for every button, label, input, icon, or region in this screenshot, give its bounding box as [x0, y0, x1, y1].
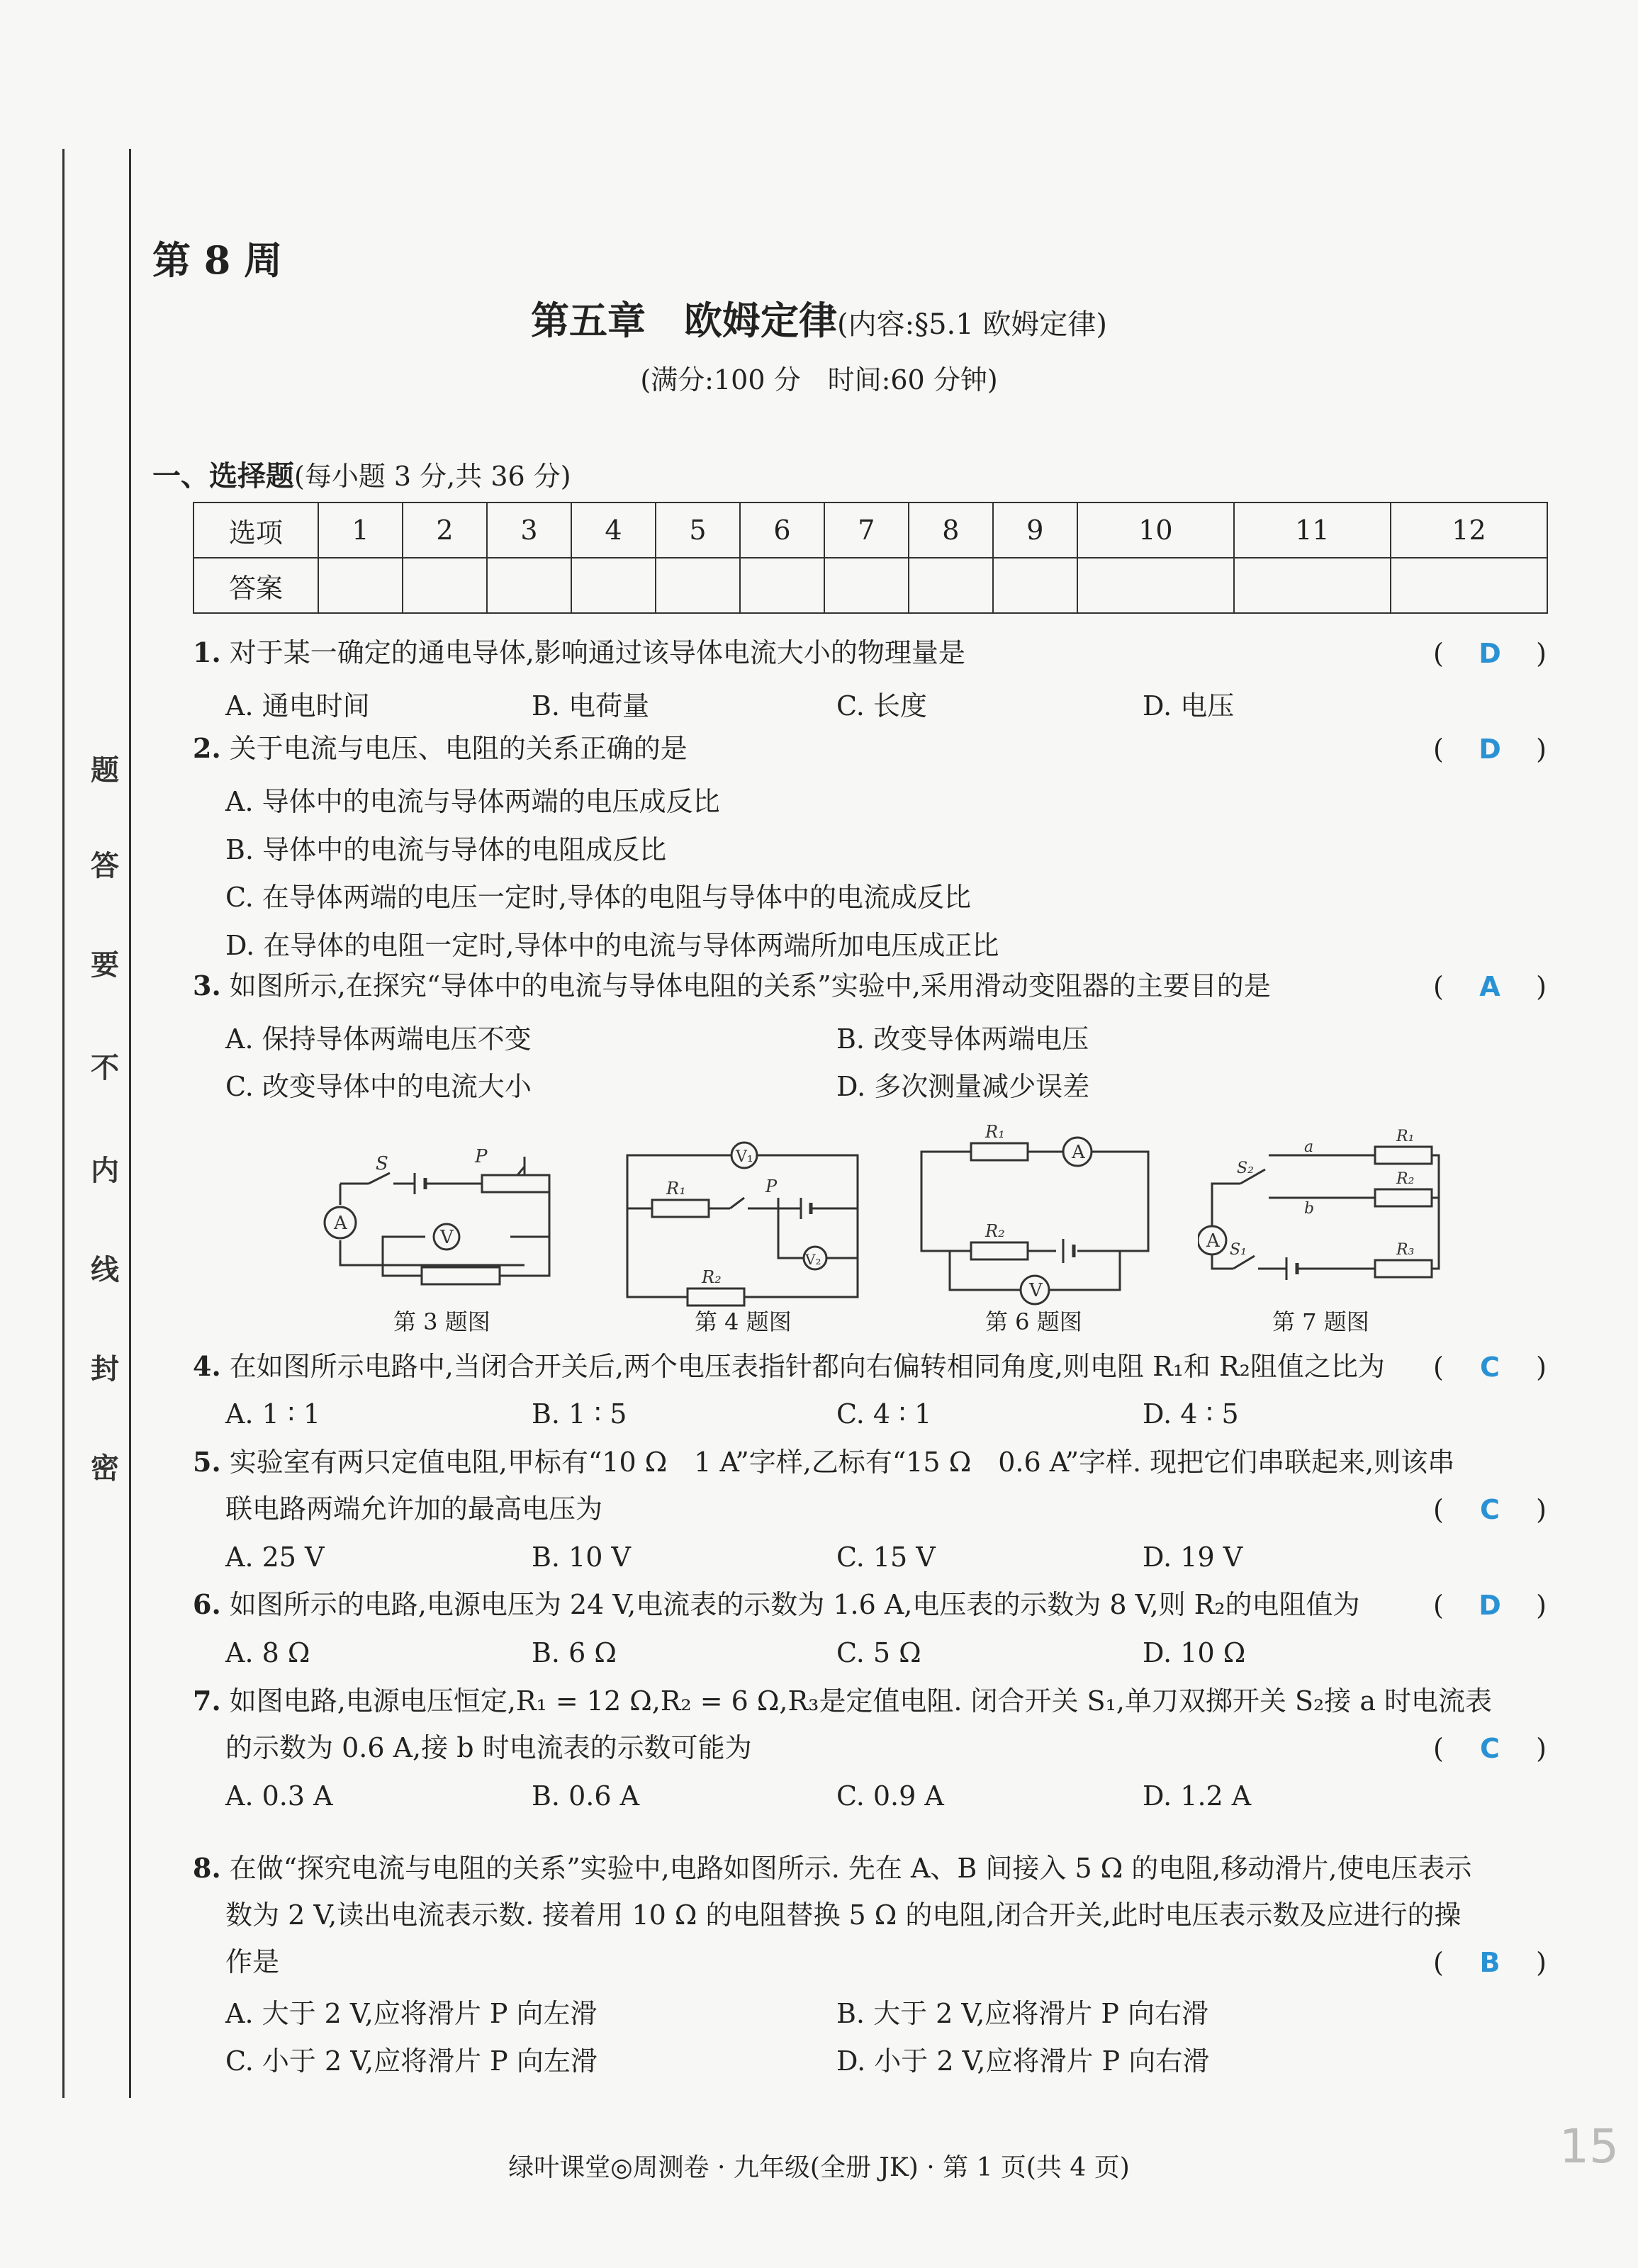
- page-number: 15: [1559, 2119, 1619, 2174]
- seal-char: 答: [91, 850, 119, 882]
- question-number: 4.: [193, 1350, 221, 1382]
- section-title: 一、选择题: [152, 459, 294, 493]
- fig-label: V₂: [805, 1251, 821, 1268]
- table-cell: 7: [824, 503, 909, 558]
- answer-cell[interactable]: [993, 558, 1077, 613]
- fig-label: a: [1304, 1138, 1314, 1156]
- table-cell: 4: [571, 503, 656, 558]
- question-8-cont: 作是: [225, 1946, 280, 1977]
- answer-mark: A: [1479, 971, 1500, 1002]
- question-number: 6.: [193, 1588, 221, 1620]
- question-5-cont: 联电路两端允许加的最高电压为: [225, 1493, 603, 1525]
- answer-cell[interactable]: [824, 558, 909, 613]
- fig-label: S₂: [1237, 1160, 1254, 1177]
- question-text: 对于某一确定的通电导体,影响通过该导体电流大小的物理量是: [229, 637, 965, 668]
- question-text: 在如图所示电路中,当闭合开关后,两个电压表指针都向右偏转相同角度,则电阻 R₁和 R₂阻值之比为: [229, 1351, 1385, 1382]
- fig-label: R₂: [702, 1267, 722, 1287]
- table-cell: 答案: [193, 558, 318, 613]
- question-number: 7.: [193, 1685, 221, 1717]
- answer-table: [193, 502, 1548, 614]
- question-7-cont: 的示数为 0.6 A,接 b 时电流表的示数可能为: [225, 1732, 752, 1763]
- score-info: (满分:100 分 时间:60 分钟): [640, 364, 998, 395]
- question-number: 3.: [193, 970, 221, 1001]
- option: C. 改变导体中的电流大小: [225, 1071, 532, 1102]
- answer-paren: ( C ): [1433, 1494, 1547, 1525]
- question-number: 2.: [193, 732, 221, 764]
- table-cell: 10: [1077, 503, 1234, 558]
- option: D. 4 ∶ 5: [1143, 1398, 1239, 1430]
- fig-label: P: [475, 1146, 488, 1167]
- option: C. 4 ∶ 1: [836, 1398, 932, 1430]
- option: A. 保持导体两端电压不变: [225, 1023, 532, 1055]
- table-cell: 8: [909, 503, 993, 558]
- option: D. 电压: [1143, 690, 1235, 722]
- table-cell: 3: [487, 503, 571, 558]
- figure-6-caption: 第 6 题图: [985, 1308, 1082, 1335]
- fig-label: b: [1304, 1200, 1315, 1218]
- figure-4-circuit: [624, 1141, 865, 1311]
- option: C. 长度: [836, 690, 927, 722]
- option: C. 0.9 A: [836, 1780, 944, 1812]
- figure-7-caption: 第 7 题图: [1272, 1308, 1369, 1335]
- question-text: 在做“探究电流与电阻的关系”实验中,电路如图所示. 先在 A、B 间接入 5 Ω 的电阻,移动滑片,使电压表示: [229, 1853, 1472, 1884]
- fig-label: S: [376, 1153, 388, 1174]
- fig-label: R₃: [1396, 1241, 1415, 1259]
- answer-cell[interactable]: [571, 558, 656, 613]
- page-footer: 绿叶课堂◎周测卷 · 九年级(全册 JK) · 第 1 页(共 4 页): [508, 2153, 1130, 2182]
- week-title: 第 8 周: [152, 237, 283, 283]
- answer-mark: D: [1479, 638, 1501, 669]
- fig-label: S₁: [1230, 1241, 1247, 1259]
- option: C. 5 Ω: [836, 1637, 921, 1668]
- option: C. 15 V: [836, 1542, 936, 1573]
- question-7: [193, 1681, 1492, 1721]
- table-cell: 12: [1391, 503, 1547, 558]
- answer-cell[interactable]: [403, 558, 487, 613]
- option: A. 25 V: [225, 1542, 325, 1573]
- seal-char: 密: [91, 1452, 119, 1485]
- option: B. 1 ∶ 5: [532, 1398, 627, 1430]
- table-cell: 9: [993, 503, 1077, 558]
- question-5: [193, 1442, 1454, 1482]
- answer-mark: B: [1479, 1947, 1500, 1978]
- option: B. 大于 2 V,应将滑片 P 向右滑: [836, 1998, 1209, 2029]
- option: C. 在导体两端的电压一定时,导体的电阻与导体中的电流成反比: [225, 882, 971, 913]
- question-number: 1.: [193, 636, 221, 668]
- seal-char: 不: [91, 1052, 119, 1084]
- answer-paren: ( A ): [1433, 971, 1547, 1002]
- option: D. 19 V: [1143, 1542, 1243, 1573]
- answer-cell[interactable]: [1234, 558, 1391, 613]
- option: A. 8 Ω: [225, 1637, 310, 1668]
- table-cell: 11: [1234, 503, 1391, 558]
- question-3: [193, 966, 1271, 1006]
- answer-cell[interactable]: [1391, 558, 1547, 613]
- answer-mark: C: [1480, 1352, 1500, 1383]
- answer-mark: D: [1479, 734, 1501, 765]
- option: D. 小于 2 V,应将滑片 P 向右滑: [836, 2045, 1210, 2077]
- option: A. 导体中的电流与导体两端的电压成反比: [225, 786, 720, 817]
- chapter-title: 第五章 欧姆定律: [530, 298, 837, 343]
- figure-7-circuit: [1198, 1120, 1467, 1308]
- option: D. 10 Ω: [1143, 1637, 1246, 1668]
- question-text: 关于电流与电压、电阻的关系正确的是: [229, 733, 688, 764]
- option: A. 0.3 A: [225, 1780, 333, 1812]
- option: A. 通电时间: [225, 690, 370, 722]
- table-row: [193, 503, 1547, 558]
- question-number: 8.: [193, 1852, 221, 1884]
- option: D. 在导体的电阻一定时,导体中的电流与导体两端所加电压成正比: [225, 930, 999, 961]
- fig-label: R₁: [985, 1122, 1005, 1142]
- question-text: 如图所示的电路,电源电压为 24 V,电流表的示数为 1.6 A,电压表的示数为 8 V,则 R₂的电阻值为: [229, 1589, 1360, 1620]
- seal-char: 题: [91, 754, 119, 787]
- answer-paren: ( D ): [1433, 638, 1547, 669]
- answer-cell[interactable]: [1077, 558, 1234, 613]
- question-text: 实验室有两只定值电阻,甲标有“10 Ω 1 A”字样,乙标有“15 Ω 0.6 A”字样. 现把它们串联起来,则该串: [229, 1447, 1455, 1478]
- answer-paren: ( D ): [1433, 734, 1547, 765]
- table-cell: 选项: [193, 503, 318, 558]
- answer-cell[interactable]: [656, 558, 740, 613]
- table-cell: 2: [403, 503, 487, 558]
- answer-mark: C: [1480, 1733, 1500, 1764]
- seal-char: 内: [91, 1155, 119, 1187]
- question-text: 如图所示,在探究“导体中的电流与导体电阻的关系”实验中,采用滑动变阻器的主要目的是: [229, 970, 1271, 1001]
- option: B. 电荷量: [532, 690, 650, 722]
- seal-char: 线: [91, 1254, 119, 1286]
- fig-label: R₁: [666, 1179, 686, 1198]
- fig-label: R₁: [1396, 1128, 1415, 1145]
- option: B. 10 V: [532, 1542, 631, 1573]
- table-cell: 6: [740, 503, 824, 558]
- chapter-heading: [0, 291, 1638, 345]
- fig-label: A: [1206, 1230, 1220, 1252]
- option: B. 0.6 A: [532, 1780, 640, 1812]
- question-text: 如图电路,电源电压恒定,R₁ = 12 Ω,R₂ = 6 Ω,R₃是定值电阻. 闭合开关 S₁,单刀双掷开关 S₂接 a 时电流表: [229, 1685, 1493, 1717]
- fig-label: A: [1072, 1142, 1085, 1163]
- answer-paren: ( C ): [1433, 1352, 1547, 1383]
- chapter-content: (内容:§5.1 欧姆定律): [836, 308, 1107, 341]
- answer-paren: ( B ): [1433, 1947, 1547, 1978]
- option: B. 6 Ω: [532, 1637, 617, 1668]
- option: D. 1.2 A: [1143, 1780, 1252, 1812]
- fig-label: V₁: [736, 1148, 753, 1166]
- seal-char: 封: [91, 1353, 119, 1386]
- figure-3-caption: 第 3 题图: [393, 1308, 490, 1335]
- option: B. 改变导体两端电压: [836, 1023, 1089, 1055]
- answer-paren: ( C ): [1433, 1733, 1547, 1764]
- answer-mark: C: [1480, 1494, 1500, 1525]
- answer-mark: D: [1479, 1590, 1501, 1621]
- table-row: [193, 558, 1547, 613]
- answer-cell[interactable]: [740, 558, 824, 613]
- fig-label: R₂: [985, 1221, 1005, 1241]
- option: A. 1 ∶ 1: [225, 1398, 321, 1430]
- question-8: [193, 1848, 1471, 1888]
- figure-4-caption: 第 4 题图: [695, 1308, 792, 1335]
- binding-line-inner: [129, 149, 131, 2098]
- answer-cell[interactable]: [909, 558, 993, 613]
- answer-cell[interactable]: [487, 558, 571, 613]
- option: A. 大于 2 V,应将滑片 P 向左滑: [225, 1998, 598, 2029]
- question-1: [193, 633, 965, 673]
- figure-3-circuit: [312, 1141, 567, 1311]
- question-8-cont: 数为 2 V,读出电流表示数. 接着用 10 Ω 的电阻替换 5 Ω 的电阻,闭合开关,此时电压表示数及应进行的操: [225, 1899, 1462, 1931]
- table-cell: 1: [318, 503, 403, 558]
- question-number: 5.: [193, 1446, 221, 1478]
- binding-line-outer: [62, 149, 64, 2098]
- option: D. 多次测量减少误差: [836, 1071, 1090, 1102]
- fig-label: R₂: [1396, 1170, 1415, 1188]
- answer-paren: ( D ): [1433, 1590, 1547, 1621]
- question-6: [193, 1585, 1360, 1624]
- fig-label: V: [440, 1227, 454, 1248]
- option: B. 导体中的电流与导体的电阻成反比: [225, 834, 667, 865]
- fig-label: A: [334, 1213, 347, 1234]
- question-2: [193, 729, 688, 768]
- figure-6-circuit: [914, 1120, 1162, 1308]
- answer-cell[interactable]: [318, 558, 403, 613]
- option: C. 小于 2 V,应将滑片 P 向左滑: [225, 2045, 598, 2077]
- table-cell: 5: [656, 503, 740, 558]
- seal-char: 要: [91, 949, 119, 982]
- fig-label: V: [1029, 1280, 1043, 1301]
- section-note: (每小题 3 分,共 36 分): [294, 461, 571, 492]
- fig-label: P: [765, 1177, 778, 1196]
- question-4: [193, 1347, 1385, 1386]
- section-heading: [152, 454, 571, 494]
